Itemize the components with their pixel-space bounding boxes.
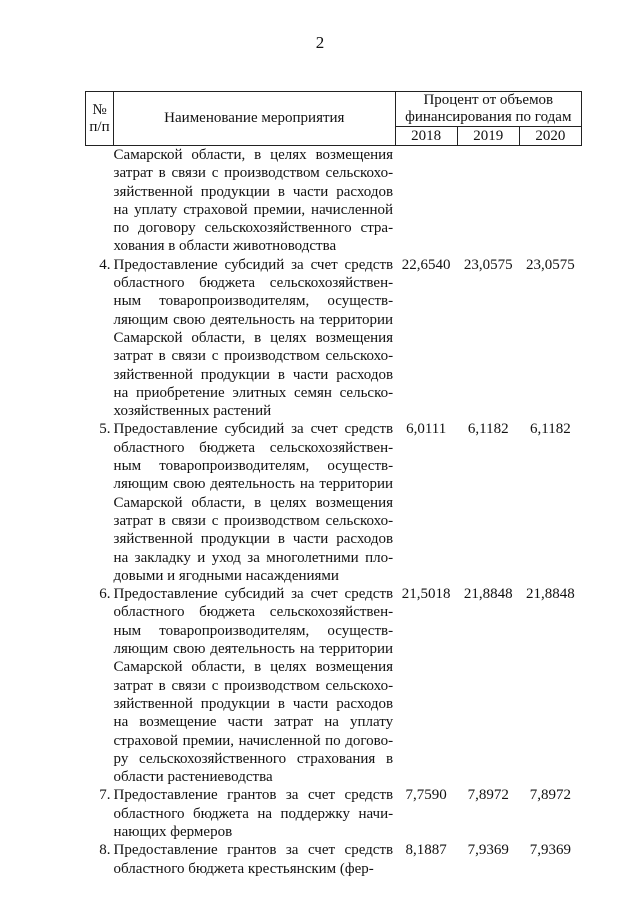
row-line: областного бюджета сельскохозяйствен- <box>113 604 394 621</box>
table-row <box>86 585 582 786</box>
table-row <box>86 841 582 878</box>
row-line: страховой премии, начисленной по догово- <box>113 732 394 749</box>
row-line: на приобретение элитных семян сельско- <box>113 384 394 401</box>
row-line: ляющим свою деятельность на территории <box>113 476 394 493</box>
table-row-continuation <box>86 146 582 256</box>
row-line: на возмещение части затрат на уплату <box>113 714 394 731</box>
row-number <box>86 146 114 256</box>
row-line: Самарской области, в целях возмещения <box>113 147 394 163</box>
row-line: зяйственной продукции в части расходов <box>113 366 394 383</box>
row-line: нающих фермеров <box>113 823 233 840</box>
row-number: 5. <box>99 421 111 438</box>
row-value-2020: 7,8972 <box>529 787 572 804</box>
row-name <box>114 256 396 421</box>
row-line: областного бюджета крестьянским (фер- <box>113 860 374 877</box>
row-value-2020: 6,1182 <box>530 421 571 438</box>
row-value-2019: 21,8848 <box>463 586 513 603</box>
row-line: довыми и ягодными насаждениями <box>113 567 339 584</box>
header-year-2020: 2020 <box>519 127 581 146</box>
row-line: хования в области животноводства <box>113 238 337 255</box>
row-line: ным товаропроизводителям, осуществ- <box>113 622 394 639</box>
header-year-2019: 2019 <box>457 127 519 146</box>
row-line: по договору сельскохозяйственного стра- <box>113 220 394 237</box>
header-percent: Процент от объемов финансирования по годам <box>395 92 581 127</box>
row-line: ным товаропроизводителям, осуществ- <box>113 458 394 475</box>
row-number: 7. <box>99 787 111 804</box>
table-row <box>86 256 582 421</box>
row-line: областного бюджета сельскохозяйствен- <box>113 439 394 456</box>
row-line: затрат в связи с производством сельскохо- <box>113 677 394 694</box>
row-line: области растениеводства <box>113 769 273 786</box>
row-value-2019: 23,0575 <box>463 256 513 273</box>
row-line: ру сельскохозяйственного страхования в <box>113 750 394 767</box>
row-line: Предоставление грантов за счет средств <box>113 787 394 804</box>
row-value-2020: 23,0575 <box>526 256 575 273</box>
row-line: зяйственной продукции в части расходов <box>113 695 394 712</box>
row-line: Самарской области, в целях возмещения <box>113 329 394 346</box>
table-row <box>86 786 582 841</box>
row-value-2020: 7,9369 <box>529 842 572 859</box>
header-name: Наименование мероприятия <box>114 92 396 146</box>
row-line: зяйственной продукции в части расходов <box>113 531 394 548</box>
row-value-2019: 7,8972 <box>467 787 509 804</box>
header-number: № п/п <box>86 92 114 146</box>
row-line: Самарской области, в целях возмещения <box>113 494 394 511</box>
row-line: Самарской области, в целях возмещения <box>113 659 394 676</box>
header-year-2018: 2018 <box>395 127 457 146</box>
row-line: зяйственной продукции в части расходов <box>113 183 394 200</box>
row-name <box>114 786 396 841</box>
row-line: на уплату страховой премии, начисленной <box>113 201 394 218</box>
row-name <box>114 841 396 878</box>
table-header <box>86 92 582 146</box>
table-body <box>86 146 582 878</box>
row-line: ляющим свою деятельность на территории <box>113 641 394 658</box>
row-value-2020: 21,8848 <box>526 586 575 603</box>
row-number: 6. <box>99 586 111 603</box>
row-line: Предоставление субсидий за счет средств <box>113 256 394 273</box>
row-line: областного бюджета сельскохозяйствен- <box>113 275 394 292</box>
page-number: 2 <box>315 33 325 52</box>
row-value-2018: 8,1887 <box>405 842 447 859</box>
row-line: на закладку и уход за многолетними пло- <box>113 549 394 566</box>
row-number: 8. <box>99 842 111 859</box>
row-line: Предоставление грантов за счет средств <box>113 842 394 859</box>
row-value-2018: 6,0111 <box>406 421 447 438</box>
row-value-2018: 7,7590 <box>405 787 447 804</box>
row-number: 4. <box>99 256 111 273</box>
row-line: затрат в связи с производством сельскохо- <box>113 348 394 365</box>
row-line: затрат в связи с производством сельскохо- <box>113 512 394 529</box>
table-row <box>86 420 582 585</box>
row-line: хозяйственных растений <box>113 403 272 420</box>
row-line: Предоставление субсидий за счет средств <box>113 586 394 603</box>
row-name <box>114 146 396 256</box>
row-line: затрат в связи с производством сельскохо- <box>113 165 394 182</box>
row-value-2018: 22,6540 <box>401 256 451 273</box>
row-line: ляющим свою деятельность на территории <box>113 311 394 328</box>
row-name <box>114 420 396 585</box>
row-value-2018: 21,5018 <box>401 586 451 603</box>
row-name <box>114 585 396 786</box>
funding-table <box>85 91 582 878</box>
row-line: ным товаропроизводителям, осуществ- <box>113 293 394 310</box>
row-line: областного бюджета на поддержку начи- <box>113 805 394 822</box>
row-value-2019: 7,9369 <box>467 842 509 859</box>
row-value-2019: 6,1182 <box>467 421 509 438</box>
row-line: Предоставление субсидий за счет средств <box>113 421 394 438</box>
